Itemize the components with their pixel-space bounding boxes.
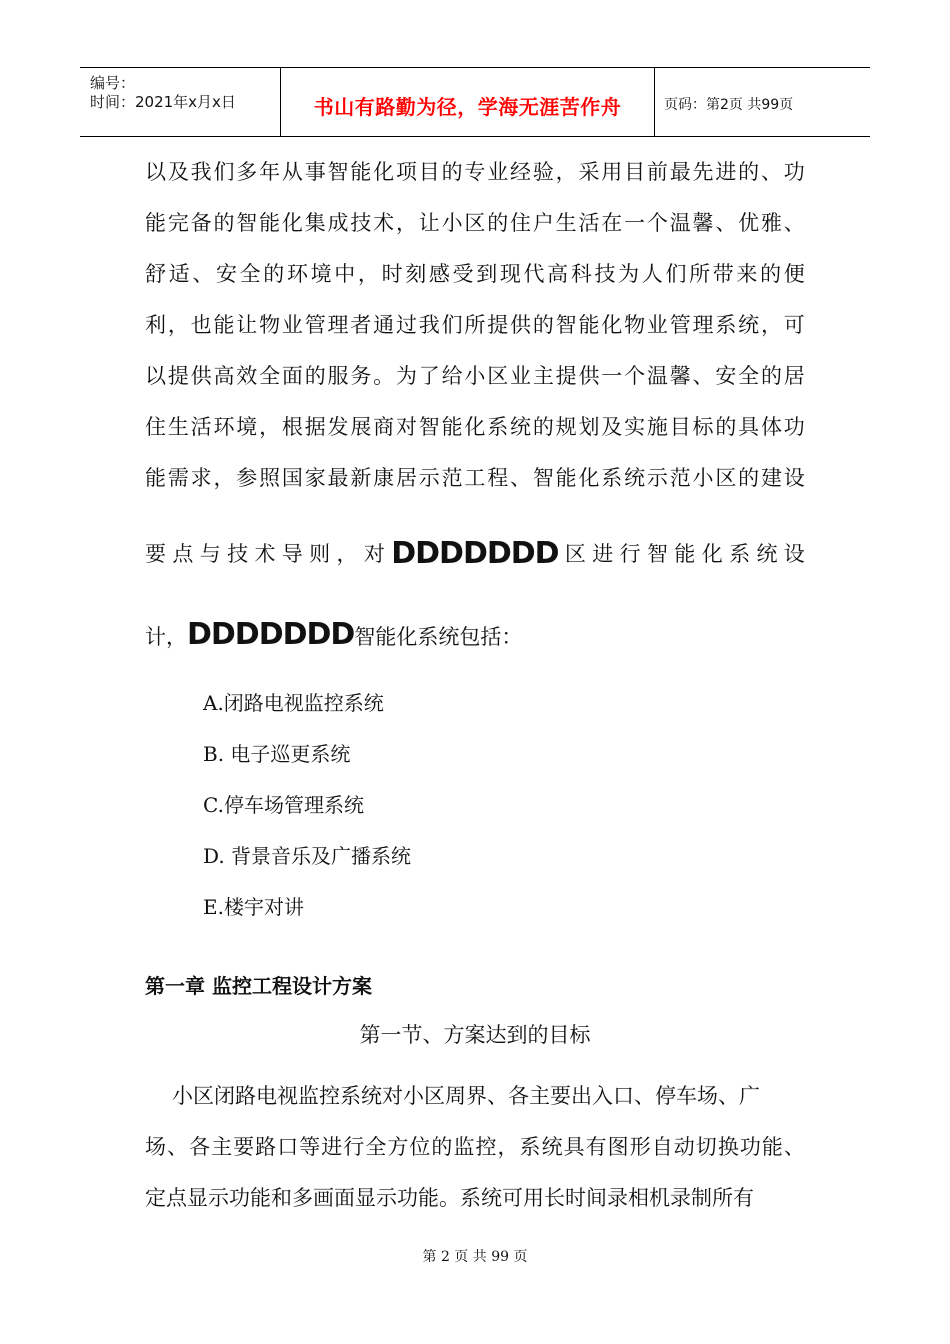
document-number-label: 编号：: [90, 74, 136, 92]
header-meta-cell: [80, 68, 281, 136]
body-line: 能 完 备 的 智 能 化 集 成 技 术 ， 让 小 区 的 住 户 生 活 在 一 个 温 馨 、 优 雅 、: [145, 211, 805, 235]
page-header: [80, 67, 870, 137]
section-title: 第一节、方案达到的目标: [359, 1023, 591, 1047]
list-item: E.楼宇对讲: [203, 895, 304, 919]
body-line-project: 要 点 与 技 术 导 则 ， 对 DDDDDDD 区 进 行 智 能 化 系 统 设: [145, 536, 805, 571]
paragraph-line: 小区闭路电视监控系统对小区周界、各主要出入口、停车场、广: [172, 1084, 760, 1108]
line-text-before: 计，: [145, 625, 187, 649]
chapter-title: 第一章 监控工程设计方案: [145, 974, 372, 998]
header-motto-cell: [281, 68, 655, 136]
list-item: B. 电子巡更系统: [203, 742, 351, 766]
body-line: 以 及 我 们 多 年 从 事 智 能 化 项 目 的 专 业 经 验 ， 采 用 目 前 最 先 进 的 、 功: [145, 160, 805, 184]
list-item: D. 背景音乐及广播系统: [203, 844, 412, 868]
body-line: 能 需 求 ， 参 照 国 家 最 新 康 居 示 范 工 程 、 智 能 化 系 统 示 范 小 区 的 建 设: [145, 466, 805, 490]
body-line: 住 生 活 环 境 ， 根 据 发 展 商 对 智 能 化 系 统 的 规 划 及 实 施 目 标 的 具 体 功: [145, 415, 805, 439]
header-page-cell: [655, 68, 870, 136]
body-line-systems: [145, 617, 523, 652]
paragraph-line: 场 、 各 主 要 路 口 等 进 行 全 方 位 的 监 控 ， 系 统 具 有 图 形 自 动 切 换 功 能 、: [145, 1135, 805, 1159]
header-page-info: 页码：第2页 共99页: [664, 97, 794, 113]
line-text-after: 智能化系统包括：: [354, 625, 523, 649]
paragraph-line: 定点显示功能和多画面显示功能。系统可用长时间录相机录制所有: [145, 1186, 754, 1210]
page-footer: 第 2 页 共 99 页: [422, 1249, 528, 1265]
header-motto: 书山有路勤为径，学海无涯苦作舟: [313, 95, 622, 119]
project-name-placeholder: DDDDDDD: [391, 536, 559, 571]
project-name-placeholder: DDDDDDD: [187, 617, 355, 652]
body-line: 以 提 供 高 效 全 面 的 服 务 。 为 了 给 小 区 业 主 提 供 一 个 温 馨 、 安 全 的 居: [145, 364, 805, 388]
list-item: C.停车场管理系统: [203, 793, 364, 817]
body-line: 舒 适 、 安 全 的 环 境 中 ， 时 刻 感 受 到 现 代 高 科 技 为 人 们 所 带 来 的 便: [145, 262, 805, 286]
document-date-label: 时间：2021年x月x日: [90, 93, 236, 111]
body-line: 利 ， 也 能 让 物 业 管 理 者 通 过 我 们 所 提 供 的 智 能 化 物 业 管 理 系 统 ， 可: [145, 313, 805, 337]
list-item: A.闭路电视监控系统: [203, 691, 384, 715]
